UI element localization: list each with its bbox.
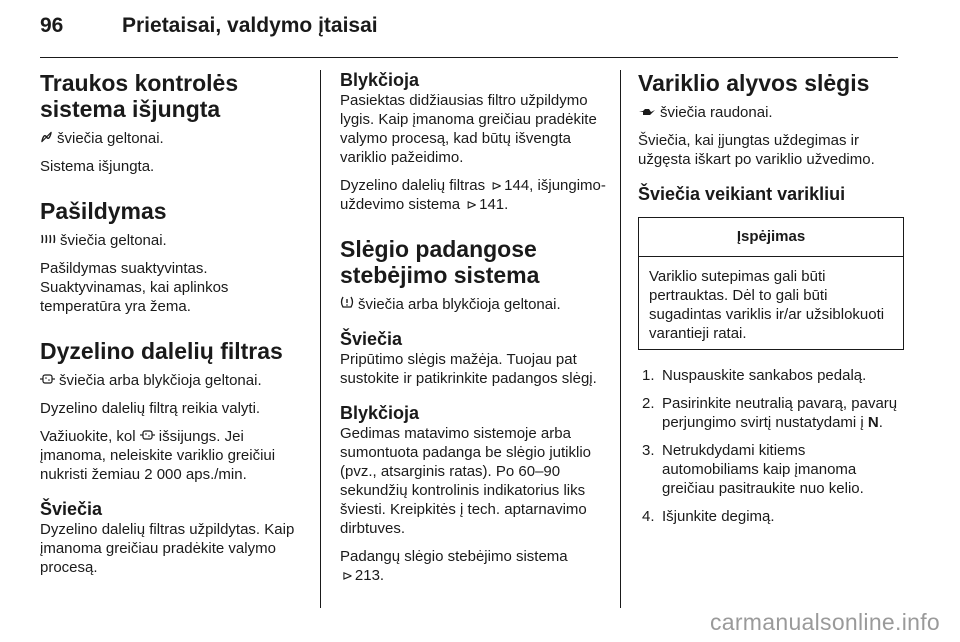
paragraph-text: išjungimo-uždevimo sistema bbox=[340, 177, 606, 213]
paragraph bbox=[340, 295, 608, 314]
paragraph bbox=[40, 371, 308, 390]
steps-list bbox=[638, 366, 904, 526]
glow-plug-icon bbox=[40, 231, 56, 250]
step-text: Pasirinkite neutralią pavarą, pavarų perjungimo svirtį nustatydami į bbox=[662, 395, 898, 431]
subsection-title: Šviečia bbox=[340, 329, 403, 349]
paragraph-text: šviečia raudonai. bbox=[660, 104, 773, 121]
paragraph bbox=[340, 547, 608, 585]
paragraph bbox=[340, 176, 608, 214]
warning-title: Įspėjimas bbox=[639, 218, 903, 257]
step-number: 1. bbox=[642, 367, 655, 384]
watermark: carmanualsonline.info bbox=[709, 609, 940, 635]
subsection-title: Šviečia veikiant varikliui bbox=[638, 184, 846, 204]
diesel-particle-filter-icon bbox=[40, 371, 55, 390]
list-item bbox=[638, 366, 904, 385]
section-title: Pašildymas bbox=[40, 198, 167, 224]
subsection-title: Blykčioja bbox=[340, 70, 420, 90]
subsection-title: Šviečia bbox=[40, 499, 103, 519]
paragraph: Šviečia, kai įjungtas uždegimas ir užgęsta iškart po variklio užvedimo. bbox=[638, 132, 875, 168]
paragraph: Gedimas matavimo sistemoje arba sumontuota padanga be slėgio jutiklio (pvz., atsarginis ratas). Po 60–90 sekundžių kontrolinis indikatorius liks šviesti. Kreipkitės į tech. aptarnavimo dirbtuves. bbox=[340, 425, 592, 537]
paragraph-text: išsijungs. Jei įmanoma, neleiskite variklio greičiui nukristi žemiau 2 000 aps./min. bbox=[40, 428, 276, 483]
page-number: 96 bbox=[40, 14, 64, 37]
column-2 bbox=[340, 70, 608, 594]
step-text: Nuspauskite sankabos pedalą. bbox=[662, 367, 867, 384]
paragraph: Pasiektas didžiausias filtro užpildymo lygis. Kaip įmanoma greičiau pradėkite valymo procesą, kad būtų išvengta variklio pažeidimo. bbox=[340, 92, 597, 166]
section-title: Dyzelino dalelių filtras bbox=[40, 338, 283, 364]
tyre-pressure-icon bbox=[340, 295, 354, 314]
paragraph: Pripūtimo slėgis mažėja. Tuojau pat sustokite ir patikrinkite padangos slėgį. bbox=[340, 351, 597, 387]
gear-position: N bbox=[867, 414, 879, 431]
column-1 bbox=[40, 70, 308, 586]
running-title: Prietaisai, valdymo įtaisai bbox=[122, 14, 378, 37]
column-3 bbox=[638, 70, 904, 535]
section-title: Slėgio padangose stebėjimo sistema bbox=[340, 236, 540, 288]
paragraph: Pašildymas suaktyvintas. Suaktyvinamas, kai aplinkos temperatūra yra žema. bbox=[40, 260, 229, 315]
step-number: 4. bbox=[642, 508, 655, 525]
paragraph: Dyzelino dalelių filtras užpildytas. Kaip įmanoma greičiau pradėkite valymo procesą. bbox=[40, 521, 295, 576]
step-text: . bbox=[878, 414, 883, 431]
section-title: Variklio alyvos slėgis bbox=[638, 70, 870, 96]
page-reference[interactable]: 141. bbox=[479, 196, 509, 213]
column-divider bbox=[620, 70, 621, 608]
diesel-particle-filter-icon bbox=[140, 427, 155, 446]
page-reference-arrow-icon: ⊳ bbox=[491, 178, 503, 193]
page-reference[interactable]: 213. bbox=[354, 567, 385, 584]
paragraph bbox=[40, 231, 308, 250]
paragraph bbox=[40, 427, 308, 484]
paragraph-text: šviečia arba blykčioja geltonai. bbox=[59, 372, 262, 389]
paragraph-text: Padangų slėgio stebėjimo sistema bbox=[340, 548, 568, 565]
step-text: Išjunkite degimą. bbox=[662, 508, 775, 525]
paragraph-text: Dyzelino dalelių filtras bbox=[340, 177, 486, 194]
traction-off-icon bbox=[40, 129, 53, 148]
subsection-title: Blykčioja bbox=[340, 403, 420, 423]
list-item bbox=[638, 394, 904, 432]
warning-box bbox=[638, 217, 904, 350]
list-item bbox=[638, 441, 904, 498]
column-divider bbox=[320, 70, 321, 608]
oil-can-icon bbox=[638, 103, 656, 122]
step-text: Netrukdydami kitiems automobiliams kaip įmanoma greičiau pasitraukite nuo kelio. bbox=[662, 442, 864, 497]
step-number: 3. bbox=[642, 442, 655, 459]
step-number: 2. bbox=[642, 395, 655, 412]
paragraph bbox=[40, 129, 308, 148]
list-item bbox=[638, 507, 904, 526]
page-header bbox=[40, 14, 378, 50]
paragraph-text: šviečia arba blykčioja geltonai. bbox=[358, 296, 561, 313]
page-reference-arrow-icon: ⊳ bbox=[342, 568, 353, 583]
page-reference[interactable]: 144, bbox=[504, 177, 534, 194]
section-title: Traukos kontrolės sistema išjungta bbox=[40, 70, 239, 122]
paragraph: Sistema išjungta. bbox=[40, 158, 155, 175]
page-reference-arrow-icon: ⊳ bbox=[466, 197, 478, 212]
paragraph-text: šviečia geltonai. bbox=[60, 232, 167, 249]
paragraph: Dyzelino dalelių filtrą reikia valyti. bbox=[40, 400, 261, 417]
paragraph bbox=[638, 103, 904, 122]
paragraph-text: šviečia geltonai. bbox=[57, 130, 164, 147]
paragraph-text: Važiuokite, kol bbox=[40, 428, 136, 445]
warning-body: Variklio sutepimas gali būti pertrauktas. Dėl to gali būti sugadintas variklis ir/ar užsiblokuoti varantieji ratai. bbox=[649, 268, 885, 342]
header-rule bbox=[40, 57, 898, 58]
